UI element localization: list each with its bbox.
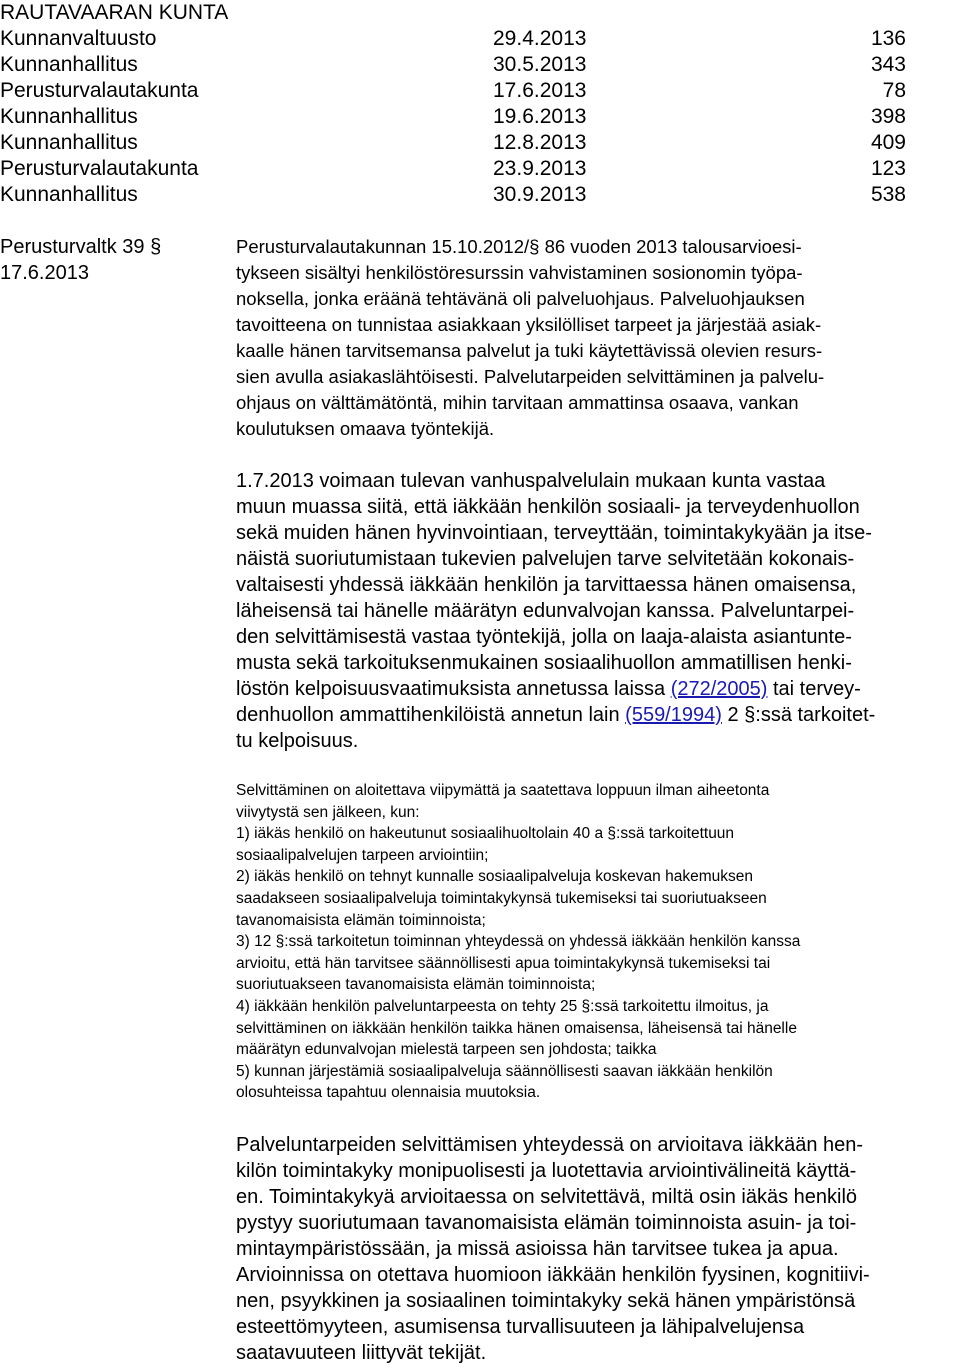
quote-line: suoriutuakseen tavanomaisista elämän toiminnoista; xyxy=(236,976,596,994)
paragraph-law xyxy=(236,468,875,754)
history-date: 29.4.2013 xyxy=(493,27,587,50)
text-line: tavoitteena on tunnistaa asiakkaan yksilölliset tarpeet ja järjestää asiak- xyxy=(236,314,822,335)
paragraph-background xyxy=(236,234,824,442)
text-line: valtaisesti yhdessä iäkkään henkilön ja tarvittaessa hänen omaisensa, xyxy=(236,574,857,596)
history-body: Perusturvalautakunta xyxy=(0,157,199,180)
text-line: ohjaus on välttämätöntä, mihin tarvitaan ammattinsa osaava, vankan xyxy=(236,392,799,413)
law-link-272-2005[interactable]: (272/2005) xyxy=(670,678,768,700)
history-row xyxy=(0,78,920,104)
history-date: 19.6.2013 xyxy=(493,105,587,128)
quote-line: tavanomaisista elämän toiminnoista; xyxy=(236,911,486,929)
quote-line: olosuhteissa tapahtuu olennaisia muutoksia. xyxy=(236,1084,541,1102)
line-text: denhuollon ammattihenkilöistä annetun lain xyxy=(236,704,626,726)
history-row xyxy=(0,26,920,52)
history-number: 409 xyxy=(870,131,906,154)
section-date: 17.6.2013 xyxy=(0,262,89,284)
text-line: koulutuksen omaava työntekijä. xyxy=(236,418,495,439)
text-line: mintaympäristössään, ja missä asioissa hän tarvitsee tukea ja apua. xyxy=(236,1238,839,1260)
quote-line: 1) iäkäs henkilö on hakeutunut sosiaalihuoltolain 40 a §:ssä tarkoitettuun xyxy=(236,825,735,843)
quote-line: viivytystä sen jälkeen, kun: xyxy=(236,803,420,821)
text-line: läheisensä tai hänelle määrätyn edunvalvojan kanssa. Palveluntarpei- xyxy=(236,600,855,622)
history-date: 12.8.2013 xyxy=(493,131,587,154)
history-number: 136 xyxy=(870,27,906,50)
section-label xyxy=(0,234,161,286)
history-row xyxy=(0,182,920,208)
history-date: 17.6.2013 xyxy=(493,79,587,102)
text-line: Arvioinnissa on otettava huomioon iäkkään henkilön fyysinen, kognitiivi- xyxy=(236,1264,870,1286)
text-line: pystyy suoriutumaan tavanomaisista elämän toiminnoista asuin- ja toi- xyxy=(236,1212,857,1234)
quote-line: saadakseen sosiaalipalveluja toimintakykynsä tukemiseksi tai suoriutuakseen xyxy=(236,889,767,907)
text-line: 1.7.2013 voimaan tulevan vanhuspalvelulain mukaan kunta vastaa xyxy=(236,470,826,492)
text-line: noksella, jonka eräänä tehtävänä oli palveluohjaus. Palveluohjauksen xyxy=(236,288,805,309)
text-line xyxy=(236,678,861,700)
history-number: 398 xyxy=(870,105,906,128)
history-date: 23.9.2013 xyxy=(493,157,587,180)
history-body: Kunnanhallitus xyxy=(0,105,138,128)
quote-line: 5) kunnan järjestämiä sosiaalipalveluja säännöllisesti saavan iäkkään henkilön xyxy=(236,1062,773,1080)
history-date: 30.5.2013 xyxy=(493,53,587,76)
history-row xyxy=(0,104,920,130)
history-number: 538 xyxy=(870,183,906,206)
text-line: kilön toimintakyky monipuolisesti ja luotettavia arviointivälineitä käyttä- xyxy=(236,1160,857,1182)
text-line xyxy=(236,704,875,726)
history-row xyxy=(0,130,920,156)
decision-history xyxy=(0,26,920,208)
history-row xyxy=(0,156,920,182)
quote-line: 2) iäkäs henkilö on tehnyt kunnalle sosiaalipalveluja koskevan hakemuksen xyxy=(236,868,753,886)
history-date: 30.9.2013 xyxy=(493,183,587,206)
text-line: sien avulla asiakaslähtöisesti. Palvelutarpeiden selvittäminen ja palvelu- xyxy=(236,366,825,387)
text-line: tykseen sisältyi henkilöstöresurssin vahvistaminen sosionomin työpa- xyxy=(236,262,803,283)
text-line: den selvittämisestä vastaa työntekijä, jolla on laaja-alaista asiantunte- xyxy=(236,626,852,648)
history-row xyxy=(0,52,920,78)
quote-line: 3) 12 §:ssä tarkoitetun toiminnan yhteydessä on yhdessä iäkkään henkilön kanssa xyxy=(236,933,801,951)
section-reference: Perusturvaltk 39 § xyxy=(0,236,162,258)
history-body: Perusturvalautakunta xyxy=(0,79,199,102)
text-line: en. Toimintakykyä arvioitaessa on selvitettävä, miltä osin iäkäs henkilö xyxy=(236,1186,858,1208)
history-number: 123 xyxy=(870,157,906,180)
text-line: Palveluntarpeiden selvittämisen yhteydessä on arvioitava iäkkään hen- xyxy=(236,1134,864,1156)
text-line: näistä suoriutumistaan tukevien palvelujen tarve selvitetään kokonais- xyxy=(236,548,855,570)
line-text: löstön kelpoisuusvaatimuksista annetussa laissa xyxy=(236,678,671,700)
quote-line: arvioitu, että hän tarvitsee säännöllisesti apua toimintakykynsä tukemiseksi tai xyxy=(236,954,771,972)
line-text: 2 §:ssä tarkoitet- xyxy=(721,704,876,726)
text-line: sekä muiden hänen hyvinvointiaan, terveyttään, toimintakykyään ja itse- xyxy=(236,522,872,544)
text-line: nen, psyykkinen ja sosiaalinen toimintakyky sekä hänen ympäristönsä xyxy=(236,1290,856,1312)
text-line: musta sekä tarkoituksenmukainen sosiaalihuollon ammatillisen henki- xyxy=(236,652,852,674)
history-body: Kunnanhallitus xyxy=(0,53,138,76)
text-line: saatavuuteen liittyvät tekijät. xyxy=(236,1342,487,1364)
text-line: muun muassa siitä, että iäkkään henkilön sosiaali- ja terveydenhuollon xyxy=(236,496,860,518)
history-body: Kunnanhallitus xyxy=(0,183,138,206)
line-text: tai tervey- xyxy=(767,678,861,700)
law-link-559-1994[interactable]: (559/1994) xyxy=(625,704,722,726)
quote-line: määrätyn edunvalvojan mielestä tarpeen sen johdosta; taikka xyxy=(236,1041,657,1059)
quote-line: 4) iäkkään henkilön palveluntarpeesta on tehty 25 §:ssä tarkoitettu ilmoitus, ja xyxy=(236,997,769,1015)
history-body: Kunnanhallitus xyxy=(0,131,138,154)
paragraph-assessment xyxy=(236,1132,870,1366)
history-number: 343 xyxy=(870,53,906,76)
quote-line: Selvittäminen on aloitettava viipymättä ja saatettava loppuun ilman aiheetonta xyxy=(236,782,770,799)
quote-line: sosiaalipalvelujen tarpeen arviointiin; xyxy=(236,846,489,864)
history-number: 78 xyxy=(882,79,906,102)
municipality-title: RAUTAVAARAN KUNTA xyxy=(0,1,229,24)
text-line: tu kelpoisuus. xyxy=(236,730,359,752)
history-body: Kunnanvaltuusto xyxy=(0,27,157,50)
text-line: kaalle hänen tarvitsemansa palvelut ja tuki käytettävissä olevien resurs- xyxy=(236,340,823,361)
text-line: esteettömyyteen, asumisensa turvallisuuteen ja lähipalvelujensa xyxy=(236,1316,805,1338)
law-quotation xyxy=(236,780,800,1104)
quote-line: selvittäminen on iäkkään henkilön taikka hänen omaisensa, läheisensä tai hänelle xyxy=(236,1019,797,1037)
text-line: Perusturvalautakunnan 15.10.2012/§ 86 vuoden 2013 talousarvioesi- xyxy=(236,236,802,257)
